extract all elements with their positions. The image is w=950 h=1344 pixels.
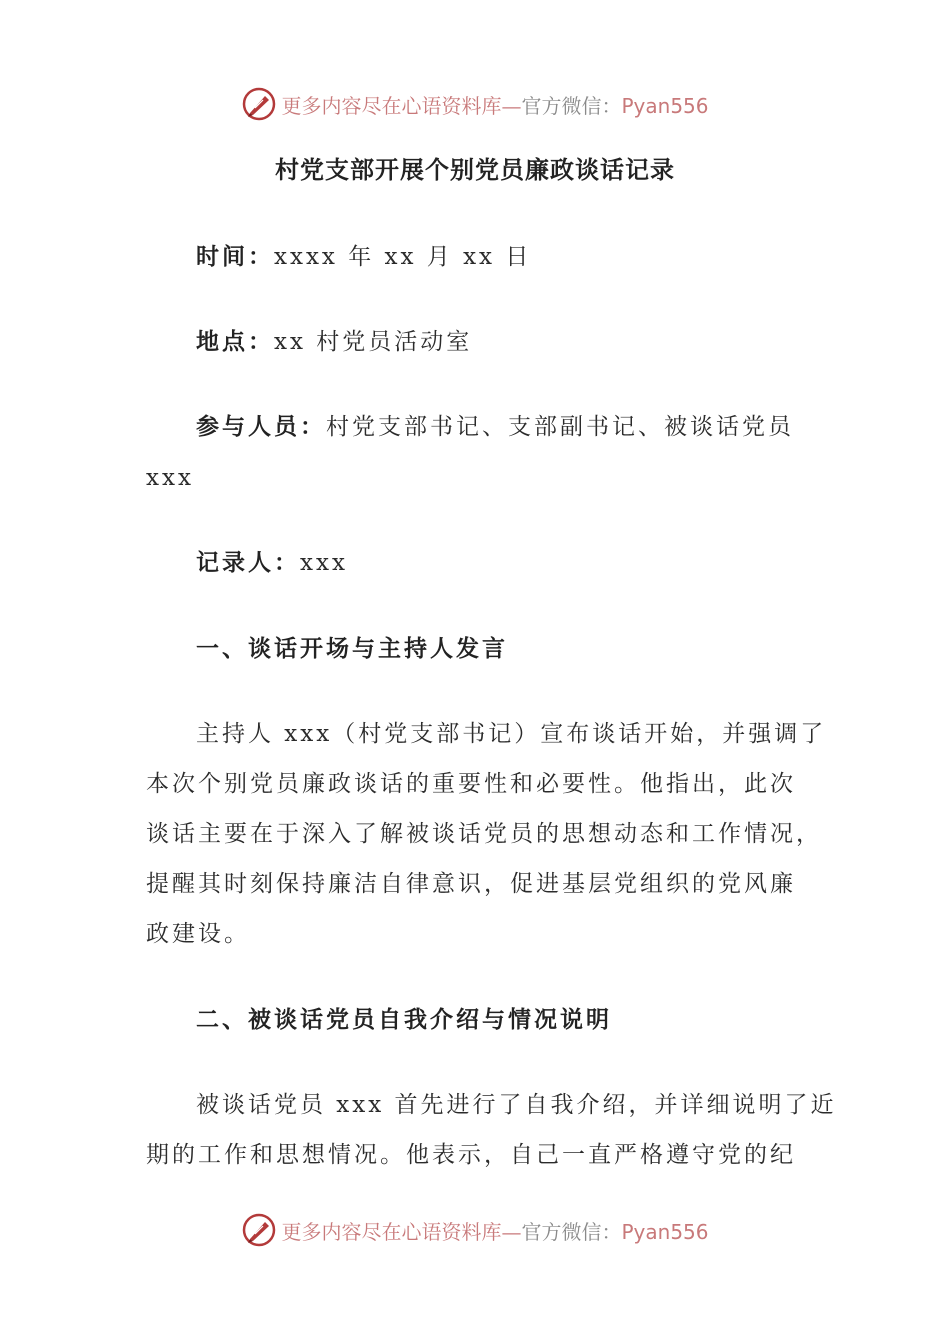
time-row: [146, 242, 856, 272]
paragraph-line: 提醒其时刻保持廉洁自律意识，促进基层党组织的党风廉: [146, 871, 796, 897]
watermark-banner-bottom: [0, 1210, 950, 1250]
paragraph-line: 期的工作和思想情况。他表示，自己一直严格遵守党的纪: [146, 1142, 796, 1168]
paragraph-line: 主持人 xxx（村党支部书记）宣布谈话开始，并强调了: [196, 721, 827, 747]
watermark-wechat-label: 官方微信：: [521, 1219, 622, 1244]
participants-row-continued: xxx: [146, 465, 194, 491]
watermark-wechat-id: Pyan556: [621, 93, 709, 118]
watermark-text: [281, 90, 708, 119]
watermark-wechat-label: 官方微信：: [521, 93, 622, 118]
document-title: 村党支部开展个别党员廉政谈话记录: [275, 155, 675, 184]
place-label: 地点：: [196, 328, 274, 355]
place-value: xx 村党员活动室: [274, 329, 473, 355]
recorder-row: [146, 548, 856, 578]
watermark-brand: 更多内容尽在心语资料库: [281, 93, 502, 118]
participants-label: 参与人员：: [196, 413, 326, 440]
quill-pen-logo-icon: [241, 86, 277, 122]
time-label: 时间：: [196, 243, 274, 270]
paragraph-line: 政建设。: [146, 921, 250, 947]
place-row: [146, 327, 856, 357]
participants-row: [146, 412, 856, 442]
watermark-separator: —: [501, 1219, 522, 1244]
paragraph-line: 谈话主要在于深入了解被谈话党员的思想动态和工作情况，: [146, 821, 822, 847]
recorder-value: xxx: [300, 550, 348, 576]
quill-pen-logo-icon: [241, 1212, 277, 1248]
watermark-banner-top: [0, 84, 950, 124]
watermark-brand: 更多内容尽在心语资料库: [281, 1219, 502, 1244]
paragraph-line: 被谈话党员 xxx 首先进行了自我介绍，并详细说明了近: [196, 1092, 837, 1118]
watermark-wechat-id: Pyan556: [621, 1219, 709, 1244]
paragraph-line: 本次个别党员廉政谈话的重要性和必要性。他指出，此次: [146, 771, 796, 797]
section1-heading: 一、谈话开场与主持人发言: [196, 635, 508, 662]
watermark-separator: —: [501, 93, 522, 118]
recorder-label: 记录人：: [196, 549, 300, 576]
watermark-text: [281, 1216, 708, 1245]
participants-value: 村党支部书记、支部副书记、被谈话党员: [326, 414, 794, 440]
section2-heading: 二、被谈话党员自我介绍与情况说明: [196, 1006, 612, 1033]
time-value: xxxx 年 xx 月 xx 日: [274, 244, 532, 270]
